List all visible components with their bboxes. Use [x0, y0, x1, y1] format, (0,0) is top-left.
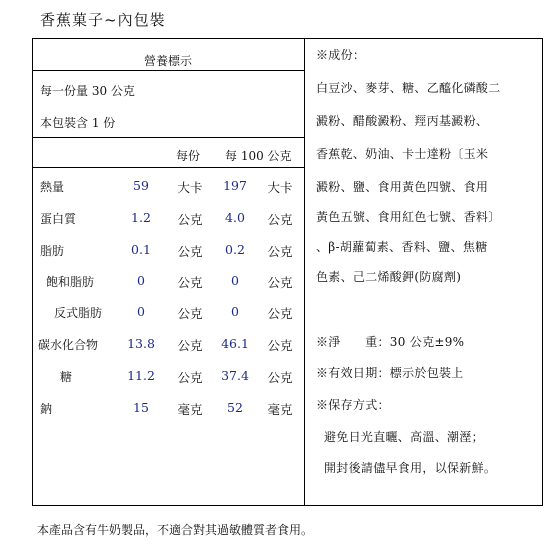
storage-heading: ※保存方式：: [316, 398, 390, 412]
per-serving-unit: 公克: [177, 306, 203, 321]
per-100g-value: 0: [231, 304, 239, 319]
ingredient-line: 白豆沙、麥芽、糖、乙醯化磷酸二: [316, 81, 501, 95]
nutrition-heading: 營養標示: [144, 54, 193, 68]
column-header-per-100g: 每 100 公克: [225, 149, 292, 163]
ingredient-line: 澱粉、醋酸澱粉、羥丙基澱粉、: [316, 114, 489, 128]
per-100g-value: 46.1: [221, 336, 249, 351]
per-serving-unit: 公克: [177, 275, 203, 290]
divider: [33, 137, 304, 138]
per-serving-value: 13.8: [127, 336, 155, 351]
allergen-notice: 本產品含有牛奶製品，不適合對其過敏體質者食用。: [37, 523, 314, 537]
net-weight: ※淨 重：30 公克±9%: [316, 335, 465, 349]
nutrient-name: 鈉: [40, 402, 53, 416]
per-100g-unit: 毫克: [267, 402, 293, 417]
per-100g-value: 197: [223, 178, 247, 193]
nutrient-name: 糖: [60, 370, 73, 384]
nutrient-name: 飽和脂肪: [46, 275, 95, 289]
per-serving-value: 0.1: [131, 242, 151, 257]
per-serving-unit: 公克: [177, 244, 203, 259]
nutrient-name: 蛋白質: [40, 212, 77, 226]
per-serving-unit: 毫克: [177, 402, 203, 417]
per-serving-value: 0: [137, 304, 145, 319]
expiry-date: ※有效日期：標示於包裝上: [316, 366, 464, 380]
servings-per-package: 本包裝含 1 份: [40, 116, 116, 130]
per-serving-unit: 大卡: [177, 180, 203, 195]
storage-line: 避免日光直曬、高溫、潮溼；: [324, 430, 484, 444]
per-serving-value: 0: [137, 273, 145, 288]
ingredient-line: 黃色五號、食用紅色七號、香料〕: [316, 210, 501, 224]
ingredient-line: 色素、己二烯酸鉀(防腐劑): [316, 270, 462, 284]
per-100g-unit: 公克: [267, 370, 293, 385]
divider: [33, 167, 304, 168]
per-100g-unit: 公克: [267, 244, 293, 259]
nutrient-name: 熱量: [40, 180, 65, 194]
per-100g-value: 0.2: [225, 242, 245, 257]
per-100g-value: 4.0: [225, 210, 245, 225]
per-100g-unit: 公克: [267, 212, 293, 227]
column-header-per-serving: 每份: [176, 149, 201, 163]
ingredient-line: 澱粉、鹽、食用黃色四號、食用: [316, 180, 489, 194]
divider: [33, 70, 304, 71]
per-100g-unit: 公克: [267, 338, 293, 353]
per-serving-unit: 公克: [177, 212, 203, 227]
per-serving-value: 15: [133, 400, 149, 415]
serving-size: 每一份量 30 公克: [40, 84, 135, 98]
nutrient-name: 脂肪: [40, 244, 65, 258]
ingredients-heading: ※成份：: [316, 48, 366, 62]
per-100g-unit: 大卡: [267, 180, 293, 195]
nutrient-name: 碳水化合物: [38, 338, 99, 352]
per-serving-value: 1.2: [131, 210, 151, 225]
per-100g-unit: 公克: [267, 275, 293, 290]
storage-line: 開封後請儘早食用，以保新鮮。: [324, 461, 497, 475]
per-100g-value: 52: [227, 400, 243, 415]
per-100g-value: 0: [231, 273, 239, 288]
nutrient-name: 反式脂肪: [54, 306, 103, 320]
per-serving-unit: 公克: [177, 338, 203, 353]
per-serving-unit: 公克: [177, 370, 203, 385]
column-divider: [304, 38, 305, 506]
ingredient-line: 香蕉乾、奶油、卡士達粉〔玉米: [316, 147, 489, 161]
per-serving-value: 11.2: [127, 368, 155, 383]
per-100g-value: 37.4: [221, 368, 249, 383]
product-title: 香蕉菓子~內包裝: [40, 11, 166, 29]
per-100g-unit: 公克: [267, 306, 293, 321]
per-serving-value: 59: [133, 178, 149, 193]
ingredient-line: 、β-胡蘿蔔素、香料、鹽、焦糖: [316, 240, 488, 254]
